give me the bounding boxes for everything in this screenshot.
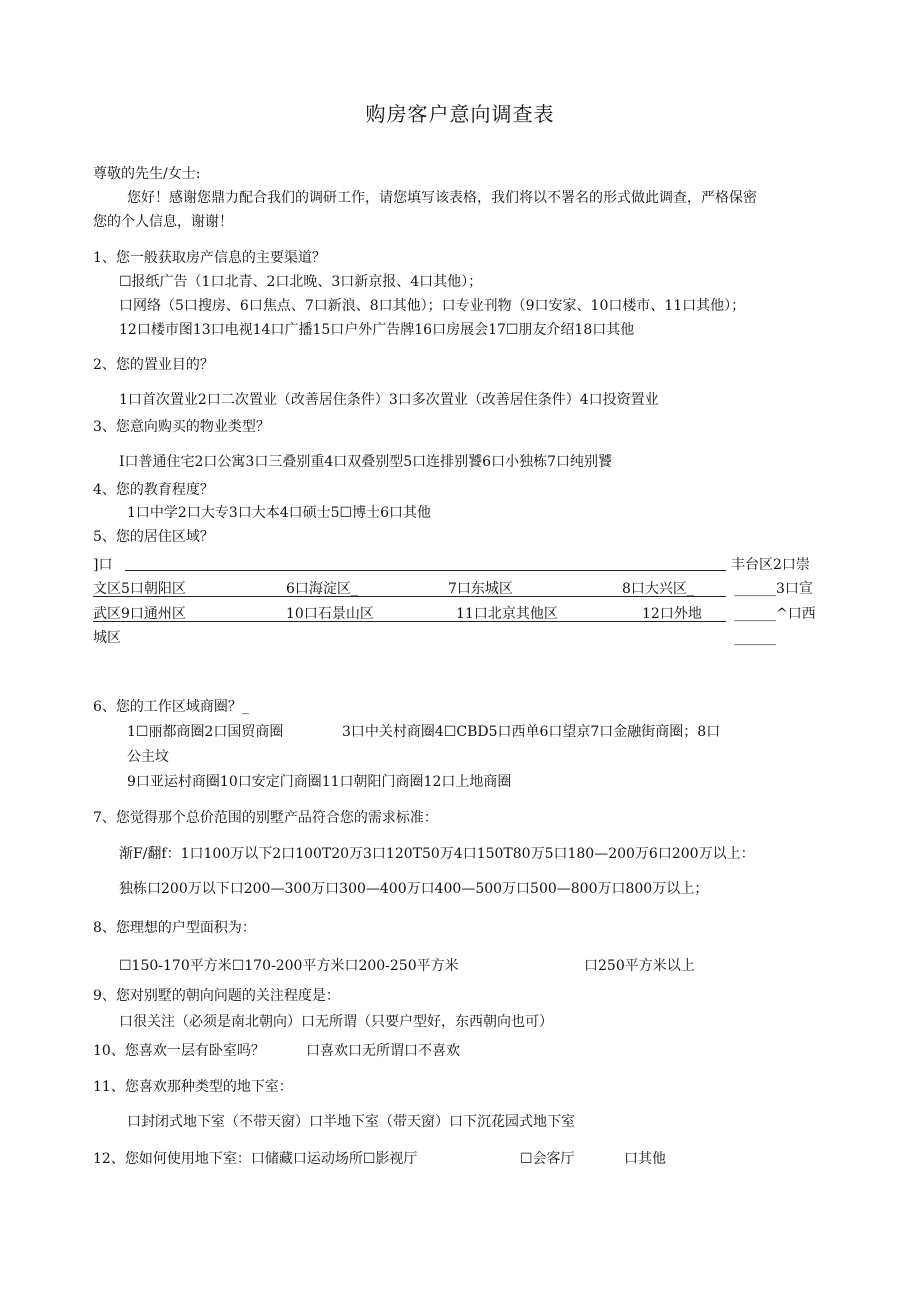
question-8: 8、您理想的户型面积为： bbox=[93, 920, 256, 936]
q7-line-2: 独栋口200万以下口200—300万口300—400万口400—500万口500—800万口800万以上； bbox=[119, 881, 709, 897]
q8-options-b: 口250平方米以上 bbox=[584, 958, 695, 974]
page-title: 购房客户意向调查表 bbox=[365, 102, 555, 126]
q8-options-a: ☐150-170平方米☐170-200平方米口200-250平方米 bbox=[119, 958, 459, 974]
q5-row4-left: 城区 bbox=[93, 630, 121, 646]
q1-option-line-2: 口网络（5口搜房、6口焦点、7口新浪、8口其他）；口专业刊物（9口安家、10口楼市、11口其他）； bbox=[119, 298, 746, 314]
q5-row1-right: 丰台区2口崇 bbox=[731, 557, 810, 573]
q12-option-meeting-room: ☐会客厅 bbox=[520, 1151, 575, 1167]
q5-row3-item-1: 武区9口通州区 bbox=[93, 606, 186, 622]
question-10: 10、您喜欢一层有卧室吗？ bbox=[93, 1043, 265, 1059]
q5-row3-item-3: 11口北京其他区 bbox=[456, 606, 558, 622]
q5-row2-right: ______3口宣 bbox=[734, 581, 813, 597]
question-12: 12、您如何使用地下室：口储藏口运动场所☐影视厅 bbox=[93, 1151, 418, 1167]
q1-option-line-1: ☐报纸广告（1口北青、2口北晚、3口新京报、4口其他）； bbox=[119, 274, 483, 290]
question-9: 9、您对别墅的朝向问题的关注程度是： bbox=[93, 988, 340, 1004]
q5-row3-item-2: 10口石景山区 bbox=[286, 606, 374, 622]
q5-row3-right: ______^口西 bbox=[734, 606, 816, 622]
q5-row2-item-2: 6口海淀区_ bbox=[286, 581, 358, 597]
q5-row2-underline bbox=[93, 596, 726, 597]
q6-line-3: 9口亚运村商圈10口安定门商圈11口朝阳门商圈12口上地商圈 bbox=[127, 774, 512, 790]
intro-line-2: 您的个人信息，谢谢！ bbox=[93, 214, 233, 230]
q10-options: 口喜欢口无所谓口不喜欢 bbox=[306, 1043, 460, 1059]
q4-options: 1口中学2口大专3口大本4口硕士5☐博士6口其他 bbox=[127, 505, 431, 521]
question-3: 3、您意向购买的物业类型？ bbox=[93, 419, 270, 435]
q5-row2-item-4: 8口大兴区_ bbox=[622, 581, 694, 597]
greeting: 尊敬的先生/女士: bbox=[93, 166, 201, 182]
q7-line-1: 渐F/翻f：1口100万以下2口100T20万3口120T50万4口150T80万5口180—200万6口200万以上： bbox=[119, 846, 755, 862]
question-2: 2、您的置业目的？ bbox=[93, 357, 214, 373]
question-4: 4、您的教育程度？ bbox=[93, 482, 214, 498]
q12-option-other: 口其他 bbox=[624, 1151, 666, 1167]
q11-options: 口封闭式地下室（不带天窗）口半地下室（带天窗）口下沉花园式地下室 bbox=[127, 1114, 575, 1130]
question-7: 7、您觉得那个总价范围的别墅产品符合您的需求标准： bbox=[93, 810, 438, 826]
q5-row1-underline bbox=[125, 570, 726, 571]
q9-options: 口很关注（必须是南北朝向）口无所谓（只要户型好，东西朝向也可） bbox=[119, 1014, 553, 1030]
q5-row3-underline bbox=[93, 621, 726, 622]
q1-option-line-3: 12口楼市图13口电视14口广播15口户外广告牌16口房展会17☐朋友介绍18口其他 bbox=[119, 322, 635, 338]
question-5: 5、您的居住区域？ bbox=[93, 529, 214, 545]
question-11: 11、您喜欢那种类型的地下室： bbox=[93, 1079, 293, 1095]
q5-row1-left: ]口 bbox=[93, 557, 113, 573]
q5-row4-right: ______ bbox=[734, 630, 776, 646]
q5-row2-item-1: 文区5口朝阳区 bbox=[93, 581, 186, 597]
q5-row2-item-3: 7口东城区 bbox=[448, 581, 513, 597]
q6-line-1: 1☐丽都商圈2口国贸商圈 bbox=[127, 724, 284, 740]
q2-options: 1口首次置业2口二次置业（改善居住条件）3口多次置业（改善居住条件）4口投资置业 bbox=[119, 392, 659, 408]
q5-row3-item-4: 12口外地 bbox=[642, 606, 702, 622]
q3-options: I口普通住宅2口公寓3口三叠别重4口双叠别型5口连排别饕6口小独栋7口纯别饕 bbox=[119, 454, 612, 470]
question-6: 6、您的工作区域商圈？_ bbox=[93, 699, 249, 715]
q6-line-2: 公主坟 bbox=[127, 749, 169, 765]
q6-line-1b: 3口中关村商圈4☐CBD5口西单6口望京7口金融街商圈；8口 bbox=[342, 724, 721, 740]
question-1: 1、您一般获取房产信息的主要渠道？ bbox=[93, 250, 326, 266]
intro-line-1: 您好！感谢您鼎力配合我们的调研工作，请您填写该表格，我们将以不署名的形式做此调查，严格保密 bbox=[127, 190, 757, 206]
